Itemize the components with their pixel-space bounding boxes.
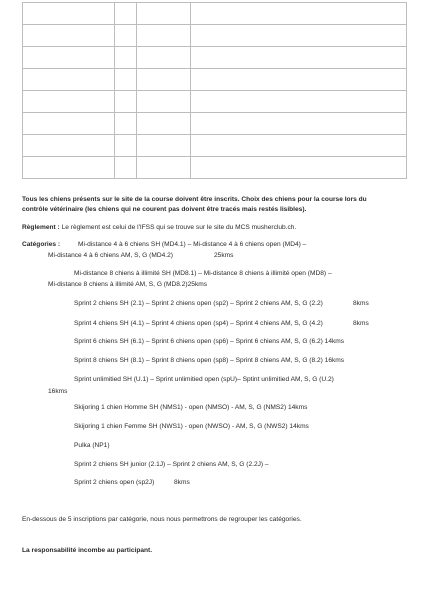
reglement-label: Règlement : xyxy=(22,224,60,231)
table-cell xyxy=(191,47,407,69)
table-cell xyxy=(191,135,407,157)
table-cell xyxy=(115,69,137,91)
table-cell xyxy=(23,47,115,69)
category-sprint8-line: Sprint 8 chiens SH (8.1) – Sprint 8 chiens open (sp8) – Sprint 8 chiens AM, S, G (8.2) 16kms xyxy=(74,357,345,364)
table-cell xyxy=(115,25,137,47)
notice-line-2: contrôle vétérinaire (les chiens qui ne courent pas doivent être tracés mais restés lisibles). xyxy=(22,205,307,213)
table-cell xyxy=(115,47,137,69)
category-sprint2-line: Sprint 2 chiens SH (2.1) – Sprint 2 chiens open (sp2) – Sprint 2 chiens AM, S, G (2.2) xyxy=(74,300,323,307)
table-cell xyxy=(23,135,115,157)
table-row xyxy=(23,69,407,91)
categories-label: Catégories : xyxy=(22,241,61,248)
notice-paragraph xyxy=(22,195,414,214)
category-junior-line: Sprint 2 chiens SH junior (2.1J) – Sprint 2 chiens AM, S, G (2.2J) – xyxy=(74,461,269,468)
table-cell xyxy=(23,25,115,47)
category-sprint4-line: Sprint 4 chiens SH (4.1) – Sprint 4 chiens open (sp4) – Sprint 4 chiens AM, S, G (4.2) xyxy=(74,320,323,327)
category-sprint4-distance: 8kms xyxy=(353,320,369,327)
notice-line-1: Tous les chiens présents sur le site de la course doivent être inscrits. Choix des chiens pour la course lors du xyxy=(22,196,367,203)
category-md8-line-2: Mi-distance 8 chiens à illimité AM, S, G (MD8.2)25kms xyxy=(48,281,208,288)
table-cell xyxy=(137,3,191,25)
category-unlimited-line-1: Sprint unlimitied SH (U.1) – Sprint unlimitied open (spU)– Sptint unlimitied AM, S, G (U.2) xyxy=(74,376,334,383)
table-row xyxy=(23,47,407,69)
table-cell xyxy=(191,69,407,91)
reglement-text: Le règlement est celui de l'IFSS qui se trouve sur le site du MCS musherclub.ch. xyxy=(61,224,297,231)
table-row xyxy=(23,91,407,113)
category-junior-open-distance: 8kms xyxy=(174,479,190,486)
category-md8-line-1: Mi-distance 8 chiens à illimité SH (MD8.1) – Mi-distance 8 chiens à illimité open (MD8) – xyxy=(74,270,332,277)
table-row xyxy=(23,157,407,179)
table-cell xyxy=(23,157,115,179)
table-cell xyxy=(23,69,115,91)
category-md4-line-1: Mi-distance 4 à 6 chiens SH (MD4.1) – Mi-distance 4 à 6 chiens open (MD4) – xyxy=(78,241,307,248)
table-row xyxy=(23,25,407,47)
category-pulka-line: Pulka (NP1) xyxy=(74,442,110,449)
table-cell xyxy=(115,3,137,25)
table-cell xyxy=(191,3,407,25)
table-row xyxy=(23,3,407,25)
category-sprint6-line: Sprint 6 chiens SH (6.1) – Sprint 6 chiens open (sp6) – Sprint 6 chiens AM, S, G (6.2) 14kms xyxy=(74,338,345,345)
category-unlimited-line-2: 16kms xyxy=(48,388,68,395)
table-cell xyxy=(23,3,115,25)
category-md4-line-2: Mi-distance 4 à 6 chiens AM, S, G (MD4.2) xyxy=(48,252,173,259)
table-cell xyxy=(191,157,407,179)
table-cell xyxy=(137,135,191,157)
category-skijoring-homme-line: Skijoring 1 chien Homme SH (NMS1) - open (NMSO) - AM, S, G (NMS2) 14kms xyxy=(74,404,308,411)
registration-table xyxy=(22,2,407,179)
table-cell xyxy=(191,91,407,113)
responsibility-note: La responsabilité incombe au participant. xyxy=(22,547,153,554)
category-md4-distance: 25kms xyxy=(214,252,234,259)
table-cell xyxy=(23,91,115,113)
table-row xyxy=(23,135,407,157)
table-cell xyxy=(115,91,137,113)
category-sprint2-distance: 8kms xyxy=(353,300,369,307)
table-cell xyxy=(23,113,115,135)
table-cell xyxy=(115,113,137,135)
table-cell xyxy=(137,25,191,47)
reglement-line xyxy=(22,224,296,232)
category-junior-open-line: Sprint 2 chiens open (sp2J) xyxy=(74,479,155,486)
table-cell xyxy=(137,113,191,135)
table-cell xyxy=(137,91,191,113)
regroup-note: En-dessous de 5 inscriptions par catégorie, nous nous permettrons de regrouper les catégories. xyxy=(22,516,302,523)
table-cell xyxy=(191,25,407,47)
table-cell xyxy=(137,47,191,69)
table-cell xyxy=(115,157,137,179)
table-cell xyxy=(137,69,191,91)
table-cell xyxy=(115,135,137,157)
table-cell xyxy=(137,157,191,179)
table-row xyxy=(23,113,407,135)
category-skijoring-femme-line: Skijoring 1 chien Femme SH (NWS1) - open (NWSO) - AM, S, G (NWS2) 14kms xyxy=(74,423,309,430)
table-cell xyxy=(191,113,407,135)
